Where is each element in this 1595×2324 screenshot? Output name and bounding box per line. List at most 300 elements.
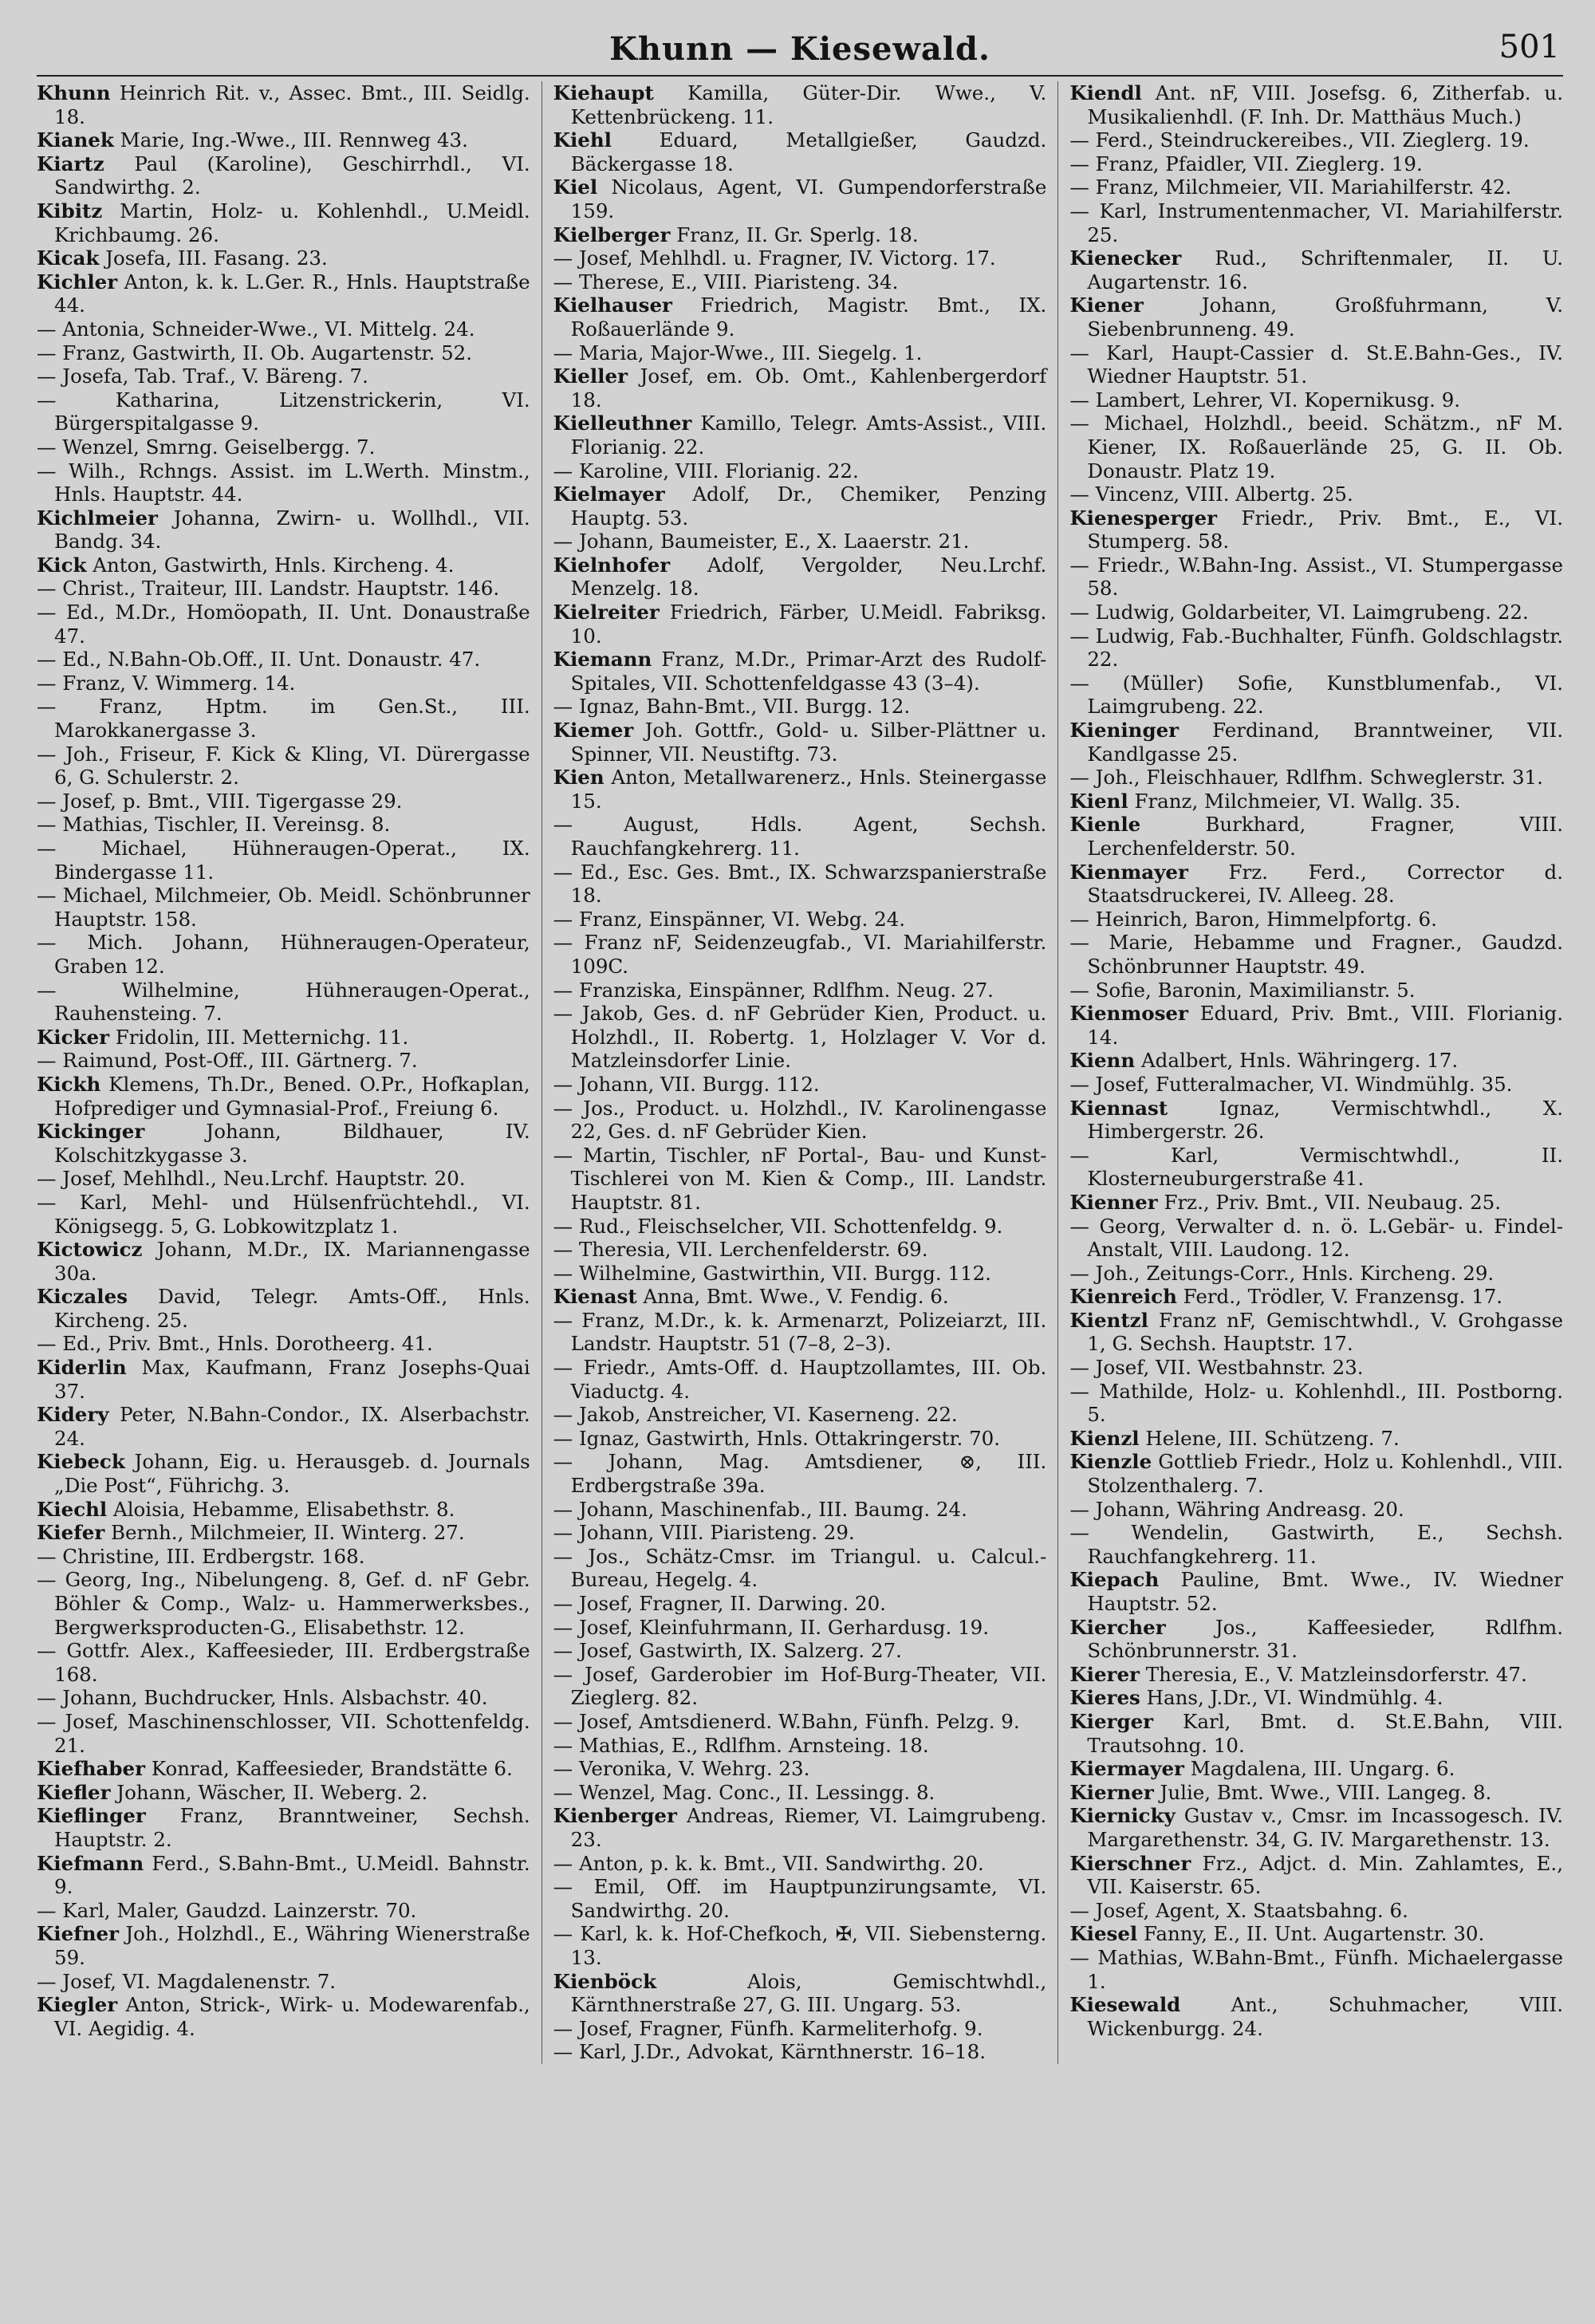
entry-surname: Kickinger [37,1120,145,1144]
entry-surname: Kienböck [553,1969,657,1993]
directory-entry [37,813,530,837]
directory-entry [553,2017,1047,2041]
entry-details: Theresia, E., V. Matzleinsdorferstr. 47. [1139,1662,1527,1686]
entry-details: Franz, Branntweiner, Sechsh. Hauptstr. 2. [54,1804,530,1851]
entry-details: Frz. Ferd., Corrector d. Staatsdruckerei, IV. Alleeg. 28. [1087,860,1564,908]
entry-details: — Josef, Maschinenschlosser, VII. Schottenfeldg. 21. [37,1709,530,1757]
directory-entry [37,601,530,648]
entry-details: Fanny, E., II. Unt. Augartenstr. 30. [1137,1922,1485,1946]
entry-details: Kamillo, Telegr. Amts-Assist., VIII. Florianig. 22. [570,412,1047,459]
entry-details: Alois, Gemischtwhdl., Kärnthnerstraße 27, G. III. Ungarg. 53. [570,1969,1047,2017]
directory-entry [1069,1852,1563,1899]
directory-entry [553,1804,1047,1851]
entry-surname: Kiemer [553,719,634,742]
directory-entry [1069,1262,1563,1286]
entry-details: — Ignaz, Gastwirth, Hnls. Ottakringerstr. 70. [553,1426,1001,1450]
directory-entry [37,317,530,341]
entry-details: — Johann, Buchdrucker, Hnls. Alsbachstr. 40. [37,1686,488,1710]
entry-details: — Josef, Fragner, Fünfh. Karmeliterhofg. 9. [553,2016,983,2040]
directory-entry [37,152,530,199]
entry-details: Eduard, Metallgießer, Gaudzd. Bäckergasse 18. [570,128,1047,175]
entry-surname: Kien [553,766,605,790]
directory-entry [553,1215,1047,1239]
directory-entry [553,223,1047,247]
entry-surname: Kiehl [553,128,612,152]
entry-surname: Kienzle [1069,1450,1152,1474]
entry-details: Magdalena, III. Ungarg. 6. [1183,1757,1455,1781]
entry-details: — Karl, Maler, Gaudzd. Lainzerstr. 70. [37,1898,417,1922]
entry-details: Johann, Großfuhrmann, V. Siebenbrunneng. 49. [1087,293,1564,341]
entry-details: Peter, N.Bahn-Condor., IX. Alserbachstr. 24. [54,1403,530,1450]
directory-entry [1069,931,1563,978]
entry-details: — Josef, Garderobier im Hof-Burg-Theater, VII. Zieglerg. 82. [553,1662,1047,1710]
directory-entry [553,601,1047,648]
directory-entry [37,790,530,813]
entry-details: Gustav v., Cmsr. im Incassogesch. IV. Margarethenstr. 34, G. IV. Margarethenstr. 13. [1087,1804,1564,1851]
directory-entry [1069,1663,1563,1687]
entry-details: Anton, Strick-, Wirk- u. Modewarenfab., VI. Aegidig. 4. [54,1993,530,2040]
directory-entry [37,695,530,742]
directory-entry [553,293,1047,341]
directory-entry [553,695,1047,719]
directory-entry [553,1710,1047,1734]
entry-surname: Kiefner [37,1922,120,1946]
directory-entry [553,341,1047,365]
page-header [37,22,1563,77]
entry-details: — Karl, Haupt-Cassier d. St.E.Bahn-Ges., IV. Wiedner Hauptstr. 51. [1069,341,1564,388]
entry-details: — Franz, M.Dr., k. k. Armenarzt, Polizeiarzt, III. Landstr. Hauptstr. 51 (7–8, 2–3). [553,1308,1047,1356]
directory-entry [553,1922,1047,1969]
directory-entry [553,1757,1047,1781]
directory-entry [553,412,1047,459]
directory-entry [37,1332,530,1356]
entry-details: — Rud., Fleischselcher, VII. Schottenfeldg. 9. [553,1214,1003,1238]
directory-entry [553,1073,1047,1097]
directory-entry [1069,1097,1563,1144]
entry-details: Josef, em. Ob. Omt., Kahlenbergerdorf 18. [570,364,1047,412]
entry-details: Gottlieb Friedr., Holz u. Kohlenhdl., VIII. Stolzenthalerg. 7. [1087,1450,1564,1498]
directory-entry [553,459,1047,483]
directory-entry [37,577,530,601]
entry-details: Fridolin, III. Metternichg. 11. [109,1025,409,1049]
entry-details: — Vincenz, VIII. Albertg. 25. [1069,483,1353,506]
directory-entry [1069,624,1563,672]
directory-entry [37,1804,530,1851]
directory-entry [1069,1191,1563,1215]
entry-details: — Josef, Mehlhdl., Neu.Lrchf. Hauptstr. 20. [37,1167,466,1191]
entry-details: Anton, Metallwarenerz., Hnls. Steinergasse 15. [570,766,1047,813]
directory-entry [1069,979,1563,1002]
entry-details: Konrad, Kaffeesieder, Brandstätte 6. [145,1757,513,1781]
entry-details: Anton, k. k. L.Ger. R., Hnls. Hauptstraße 44. [54,270,530,317]
directory-entry [1069,719,1563,766]
entry-surname: Kiartz [37,152,104,175]
entry-surname: Kienl [1069,789,1128,813]
entry-surname: Kierer [1069,1662,1140,1686]
directory-entry [1069,1899,1563,1923]
directory-entry [1069,790,1563,813]
entry-details: — Karl, J.Dr., Advokat, Kärnthnerstr. 16–18. [553,2040,986,2064]
entry-details: — Wilhelmine, Gastwirthin, VII. Burgg. 112. [553,1261,991,1285]
directory-entry [1069,1215,1563,1262]
directory-entry [37,672,530,695]
entry-details: Karl, Bmt. d. St.E.Bahn, VIII. Trautsohng. 10. [1087,1709,1564,1757]
entry-surname: Kielreiter [553,601,660,624]
entry-details: Max, Kaufmann, Franz Josephs-Quai 37. [54,1356,530,1403]
entry-details: — Josef, Fragner, II. Darwing. 20. [553,1592,886,1615]
entry-details: — Raimund, Post-Off., III. Gärtnerg. 7. [37,1049,418,1073]
entry-details: — Katharina, Litzenstrickerin, VI. Bürgerspitalgasse 9. [37,388,530,435]
entry-details: — Franz, Gastwirth, II. Ob. Augartenstr. 52. [37,341,473,364]
entry-details: — Mathilde, Holz- u. Kohlenhdl., III. Postborng. 5. [1069,1379,1564,1427]
entry-details: Johanna, Zwirn- u. Wollhdl., VII. Bandg. 34. [54,506,530,553]
directory-entry [37,1498,530,1522]
directory-entry [1069,1144,1563,1191]
entry-surname: Kienner [1069,1190,1158,1214]
entry-surname: Kiener [1069,293,1144,317]
directory-entry [1069,766,1563,790]
directory-entry [553,931,1047,978]
entry-surname: Kienzl [1069,1426,1140,1450]
directory-entry [1069,1616,1563,1663]
entry-surname: Kiesel [1069,1922,1138,1946]
entry-details: Ferdinand, Branntweiner, VII. Kandlgasse 25. [1087,719,1564,766]
directory-entry [1069,128,1563,152]
directory-entry [553,2040,1047,2064]
entry-details: — Johann, Mag. Amtsdiener, ⊗, III. Erdbergstraße 39a. [553,1450,1047,1498]
directory-entry [553,364,1047,412]
entry-details: Rud., Schriftenmaler, II. U. Augartenstr. 16. [1087,246,1564,293]
entry-details: — Jakob, Anstreicher, VI. Kaserneng. 22. [553,1403,958,1427]
directory-entry [1069,1427,1563,1451]
directory-entry [553,1309,1047,1356]
column-1 [37,81,542,2064]
directory-entry [37,1238,530,1285]
entry-details: Hans, J.Dr., VI. Windmühlg. 4. [1140,1686,1443,1710]
directory-entry [553,719,1047,766]
directory-entry [553,766,1047,813]
entry-surname: Kienberger [553,1804,677,1828]
entry-details: — Jakob, Ges. d. nF Gebrüder Kien, Product. u. Holzhdl., II. Robertg. 1, Holzlager V. Vor d. Matzleinsdorfer Linie. [553,1002,1047,1073]
directory-entry [553,1852,1047,1876]
directory-entry [37,1993,530,2040]
entry-details: — Michael, Milchmeier, Ob. Meidl. Schönbrunner Hauptstr. 158. [37,884,530,931]
entry-details: — Franz, Pfaidler, VII. Zieglerg. 19. [1069,152,1423,175]
entry-surname: Kibitz [37,199,103,223]
directory-entry [553,1262,1047,1286]
entry-details: Heinrich Rit. v., Assec. Bmt., III. Seidlg. 18. [54,81,530,128]
directory-entry [37,1049,530,1073]
entry-surname: Kiefer [37,1521,105,1545]
entry-details: — Josefa, Tab. Traf., V. Bäreng. 7. [37,364,368,388]
directory-entry [37,1686,530,1710]
entry-details: — Christine, III. Erdbergstr. 168. [37,1544,365,1568]
directory-entry [37,388,530,435]
entry-surname: Kielhauser [553,293,672,317]
entry-details: — Johann, VII. Burgg. 112. [553,1072,820,1096]
directory-entry [1069,672,1563,719]
entry-surname: Kierschner [1069,1851,1191,1875]
entry-details: — Karl, Vermischtwhdl., II. Klosterneuburgerstraße 41. [1069,1143,1564,1191]
directory-entry [37,1191,530,1238]
entry-surname: Kiermayer [1069,1757,1184,1781]
entry-surname: Kienle [1069,813,1141,837]
directory-entry [553,1616,1047,1640]
entry-surname: Kiefhaber [37,1757,146,1781]
page-number: 501 [1499,29,1560,65]
directory-entry [553,483,1047,530]
entry-surname: Kiderlin [37,1356,127,1380]
directory-entry [1069,553,1563,601]
entry-details: — Martin, Tischler, nF Portal-, Bau- und Kunst-Tischlerei von M. Kien & Comp., III. Landstr. Hauptstr. 81. [553,1143,1047,1214]
directory-entry [37,459,530,506]
entry-details: Andreas, Riemer, VI. Laimgrubeng. 23. [570,1804,1047,1851]
entry-surname: Kickh [37,1072,101,1096]
entry-details: Ant., Schuhmacher, VIII. Wickenburgg. 24. [1087,1993,1564,2040]
directory-entry [553,1144,1047,1215]
entry-details: Friedrich, Magistr. Bmt., IX. Roßauerlände 9. [570,293,1047,341]
directory-entry [37,1285,530,1332]
directory-entry [1069,1309,1563,1356]
entry-surname: Kielnhofer [553,553,671,577]
entry-details: — Michael, Holzhdl., beeid. Schätzm., nF M. Kiener, IX. Roßauerlände 25, G. II. Ob. Donaustr. Platz 19. [1069,412,1564,483]
entry-details: Franz, M.Dr., Primar-Arzt des Rudolf-Spitales, VII. Schottenfeldgasse 43 (3–4). [570,648,1047,695]
directory-columns [37,81,1563,2064]
entry-details: Martin, Holz- u. Kohlenhdl., U.Meidl. Krichbaumg. 26. [54,199,530,246]
entry-details: — Emil, Off. im Hauptpunzirungsamte, VI. Sandwirthg. 20. [553,1875,1047,1922]
entry-details: — Friedr., Amts-Off. d. Hauptzollamtes, III. Ob. Viaductg. 4. [553,1356,1047,1403]
directory-entry [1069,601,1563,624]
entry-details: — Mathias, Tischler, II. Vereinsg. 8. [37,813,391,837]
entry-surname: Kicak [37,246,100,270]
entry-details: Eduard, Priv. Bmt., VIII. Florianig. 14. [1087,1002,1564,1049]
entry-details: — Joh., Zeitungs-Corr., Hnls. Kircheng. 29. [1069,1261,1495,1285]
entry-details: Jos., Kaffeesieder, Rdlfhm. Schönbrunnerstr. 31. [1087,1615,1564,1663]
entry-details: — Karoline, VIII. Florianig. 22. [553,459,859,483]
entry-details: Paul (Karoline), Geschirrhdl., VI. Sandwirthg. 2. [54,152,530,199]
entry-surname: Kiefler [37,1780,111,1804]
entry-details: Helene, III. Schützeng. 7. [1139,1426,1400,1450]
entry-details: — Antonia, Schneider-Wwe., VI. Mittelg. 24. [37,317,475,341]
entry-surname: Kichlmeier [37,506,158,530]
directory-entry [553,175,1047,223]
entry-details: Anna, Bmt. Wwe., V. Fendig. 6. [636,1285,949,1309]
entry-surname: Kianek [37,128,114,152]
directory-entry [1069,1521,1563,1568]
entry-surname: Kienecker [1069,246,1182,270]
entry-surname: Kieninger [1069,719,1180,742]
entry-surname: Kienmoser [1069,1002,1188,1026]
directory-entry [37,1781,530,1805]
entry-surname: Kiesewald [1069,1993,1181,2017]
entry-surname: Kidery [37,1403,109,1427]
entry-details: — Marie, Hebamme und Fragner., Gaudzd. Schönbrunner Hauptstr. 49. [1069,931,1564,978]
entry-details: — Georg, Verwalter d. n. ö. L.Gebär- u. Findel-Anstalt, VIII. Laudong. 12. [1069,1214,1564,1262]
entry-details: — Lambert, Lehrer, VI. Kopernikusg. 9. [1069,388,1461,412]
directory-entry [37,1356,530,1403]
directory-entry [553,1521,1047,1545]
directory-entry [1069,1002,1563,1049]
column-2 [542,81,1059,2064]
directory-entry [1069,412,1563,483]
entry-surname: Kielleuthner [553,412,692,435]
directory-entry [553,553,1047,601]
directory-entry [37,648,530,672]
directory-entry [37,837,530,884]
entry-details: — Franz, Milchmeier, VII. Mariahilferstr. 42. [1069,175,1512,199]
entry-details: — Josef, Mehlhdl. u. Fragner, IV. Victorg. 17. [553,246,996,270]
directory-entry [1069,813,1563,860]
directory-entry [37,435,530,459]
entry-details: — Josef, Agent, X. Staatsbahng. 6. [1069,1898,1408,1922]
entry-surname: Kiendl [1069,81,1142,104]
directory-entry [37,1757,530,1781]
entry-details: — Wenzel, Mag. Conc., II. Lessingg. 8. [553,1780,935,1804]
entry-details: — Wilhelmine, Hühneraugen-Operat., Rauhensteing. 7. [37,978,530,1026]
entry-details: — Joh., Fleischhauer, Rdlfhm. Schweglerstr. 31. [1069,766,1543,790]
directory-entry [1069,506,1563,553]
directory-entry [553,861,1047,908]
entry-details: Marie, Ing.-Wwe., III. Rennweg 43. [113,128,468,152]
directory-entry [553,1970,1047,2017]
entry-surname: Kiepach [1069,1568,1160,1592]
directory-entry [37,1026,530,1050]
entry-surname: Kiechl [37,1497,108,1521]
entry-surname: Kiernicky [1069,1804,1176,1828]
directory-entry [37,931,530,978]
entry-surname: Kieres [1069,1686,1140,1710]
entry-details: — Ferd., Steindruckereibes., VII. Zieglerg. 19. [1069,128,1530,152]
entry-details: — Josef, VII. Westbahnstr. 23. [1069,1356,1364,1380]
directory-entry [1069,246,1563,293]
entry-surname: Kiefmann [37,1851,144,1875]
directory-entry [37,1568,530,1639]
entry-details: Anton, Gastwirth, Hnls. Kircheng. 4. [86,553,455,577]
entry-surname: Kienesperger [1069,506,1217,530]
directory-entry [37,884,530,931]
entry-details: — Josef, Futteralmacher, VI. Windmühlg. 35. [1069,1072,1513,1096]
directory-entry [1069,175,1563,199]
entry-surname: Kienast [553,1285,637,1309]
entry-details: — Anton, p. k. k. Bmt., VII. Sandwirthg. 20. [553,1851,984,1875]
directory-entry [1069,388,1563,412]
entry-details: — Gottfr. Alex., Kaffeesieder, III. Erdbergstraße 168. [37,1639,530,1686]
directory-entry [37,81,530,128]
entry-surname: Kiemann [553,648,652,672]
directory-entry [37,1710,530,1757]
entry-details: Adolf, Dr., Chemiker, Penzing Hauptg. 53. [570,483,1047,530]
directory-entry [37,506,530,553]
directory-entry [553,1781,1047,1805]
directory-entry [1069,1049,1563,1073]
directory-entry [1069,1450,1563,1497]
entry-details: — Josef, Amtsdienerd. W.Bahn, Fünfh. Pelzg. 9. [553,1709,1020,1733]
entry-details: — Johann, Währing Andreasg. 20. [1069,1497,1404,1521]
entry-details: — Karl, Mehl- und Hülsenfrüchtehdl., VI. Königsegg. 5, G. Lobkowitzplatz 1. [37,1190,530,1238]
directory-entry [553,1403,1047,1427]
entry-surname: Kieflinger [37,1804,146,1828]
entry-details: — Ludwig, Fab.-Buchhalter, Fünfh. Goldschlagstr. 22. [1069,624,1564,672]
directory-entry [1069,341,1563,388]
directory-entry [37,1120,530,1167]
entry-details: — Ed., Esc. Ges. Bmt., IX. Schwarzspanierstraße 18. [553,860,1047,908]
directory-entry [553,1545,1047,1592]
entry-details: Franz, Milchmeier, VI. Wallg. 35. [1128,789,1461,813]
entry-details: — Georg, Ing., Nibelungeng. 8, Gef. d. nF Gebr. Böhler & Comp., Walz- u. Hammerwerksbes., Bergwerksproducten-G., Elisabethstr. 12. [37,1568,530,1639]
directory-entry [553,1663,1047,1710]
entry-surname: Kictowicz [37,1238,143,1262]
directory-entry [553,1356,1047,1403]
directory-entry [553,1097,1047,1144]
directory-entry [553,1498,1047,1522]
entry-details: — Josef, Kleinfuhrmann, II. Gerhardusg. 19. [553,1615,990,1639]
directory-entry [37,1521,530,1545]
entry-details: Ant. nF, VIII. Josefsg. 6, Zitherfab. u. Musikalienhdl. (F. Inh. Dr. Matthäus Much.) [1087,81,1564,128]
entry-surname: Kicker [37,1025,109,1049]
entry-details: — Franz, Hptm. im Gen.St., III. Marokkanergasse 3. [37,695,530,742]
entry-details: Julie, Bmt. Wwe., VIII. Langeg. 8. [1153,1780,1492,1804]
entry-details: — Franz, Einspänner, VI. Webg. 24. [553,907,906,931]
directory-entry [1069,1757,1563,1781]
directory-entry [553,1875,1047,1922]
entry-surname: Kienn [1069,1049,1136,1073]
entry-surname: Kiehaupt [553,81,654,104]
directory-entry [553,530,1047,553]
entry-details: — August, Hdls. Agent, Sechsh. Rauchfangkehrerg. 11. [553,813,1047,860]
directory-entry [1069,1380,1563,1427]
directory-entry [37,1922,530,1969]
directory-entry [37,1073,530,1120]
directory-entry [1069,1804,1563,1851]
entry-details: Kamilla, Güter-Dir. Wwe., V. Kettenbrückeng. 11. [570,81,1047,128]
directory-entry [1069,1498,1563,1522]
entry-details: Frz., Priv. Bmt., VII. Neubaug. 25. [1157,1190,1502,1214]
entry-details: — Jos., Product. u. Holzhdl., IV. Karolinengasse 22, Ges. d. nF Gebrüder Kien. [553,1096,1047,1144]
entry-surname: Kiennast [1069,1096,1168,1120]
entry-details: — Maria, Major-Wwe., III. Siegelg. 1. [553,341,923,364]
entry-surname: Kieller [553,364,628,388]
entry-details: — Wilh., Rchngs. Assist. im L.Werth. Minstm., Hnls. Hauptstr. 44. [37,459,530,506]
directory-entry [553,270,1047,294]
entry-surname: Kielberger [553,223,671,246]
entry-details: — Ed., N.Bahn-Ob.Off., II. Unt. Donaustr. 47. [37,648,481,672]
directory-entry [1069,1946,1563,1993]
directory-entry [37,979,530,1026]
entry-surname: Kick [37,553,87,577]
directory-entry [553,813,1047,860]
directory-entry [1069,908,1563,932]
directory-entry [37,364,530,388]
directory-entry [37,246,530,270]
entry-details: — Josef, Gastwirth, IX. Salzerg. 27. [553,1639,902,1663]
directory-entry [1069,1686,1563,1710]
directory-entry [553,1450,1047,1497]
entry-details: — Josef, p. Bmt., VIII. Tigergasse 29. [37,789,403,813]
entry-details: — Veronika, V. Wehrg. 23. [553,1757,810,1781]
entry-details: — Johann, VIII. Piaristeng. 29. [553,1521,855,1545]
entry-surname: Kichler [37,270,118,293]
directory-entry [1069,152,1563,176]
entry-details: — Mathias, E., Rdlfhm. Arnsteing. 18. [553,1733,929,1757]
entry-details: — Ed., Priv. Bmt., Hnls. Dorotheerg. 41. [37,1332,433,1356]
column-3 [1058,81,1563,2064]
entry-details: — Ignaz, Bahn-Bmt., VII. Burgg. 12. [553,695,911,719]
directory-entry [1069,81,1563,128]
entry-details: — Franz, V. Wimmerg. 14. [37,671,296,695]
entry-surname: Kienreich [1069,1285,1177,1309]
entry-details: — Johann, Baumeister, E., X. Laaerstr. 21. [553,530,970,553]
entry-details: Bernh., Milchmeier, II. Winterg. 27. [104,1521,465,1545]
